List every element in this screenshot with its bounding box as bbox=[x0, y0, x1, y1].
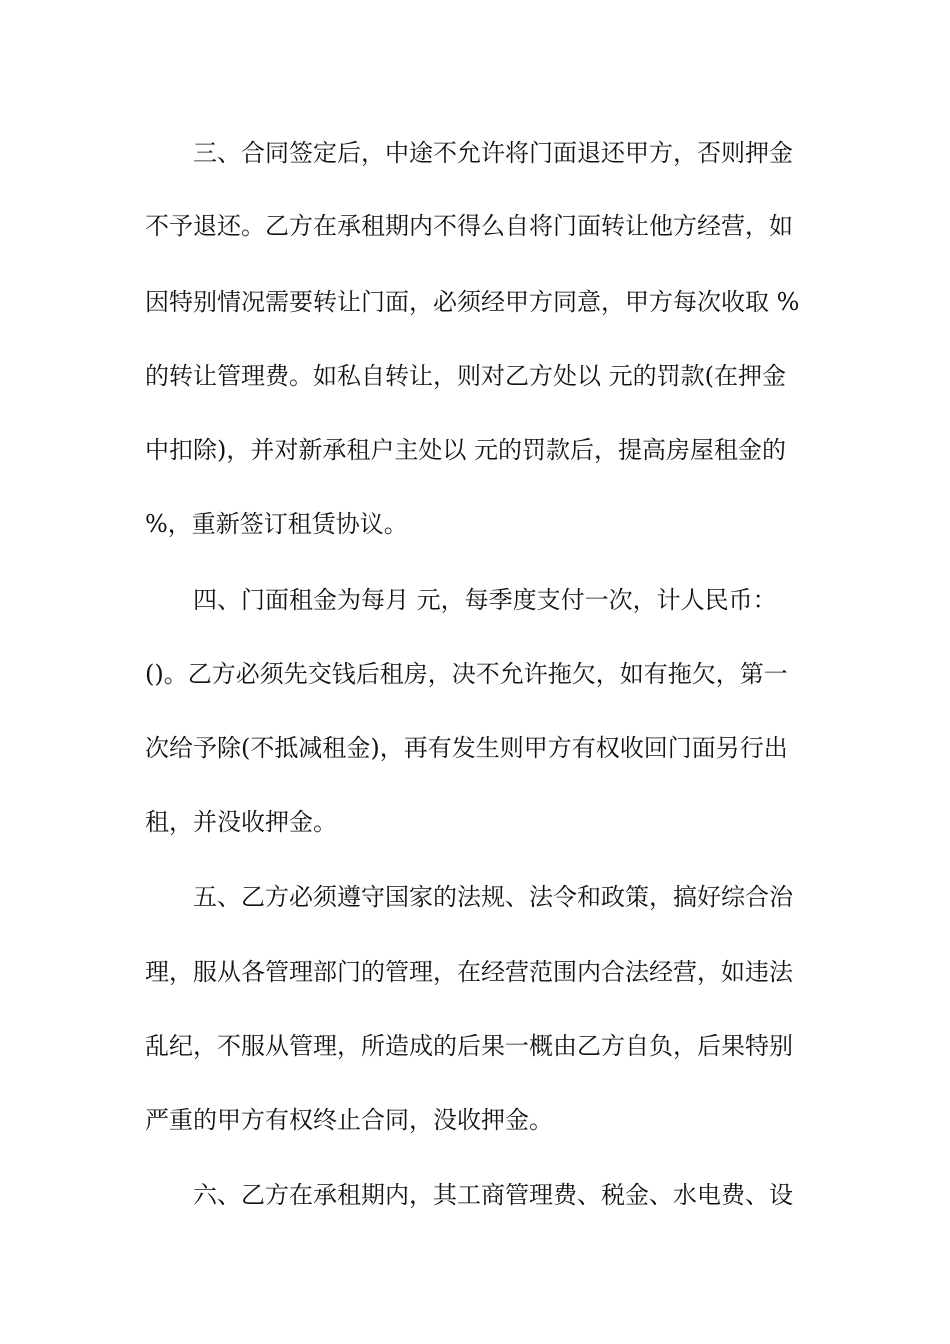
clause-3-line-2: 不予退还。乙方在承租期内不得么自将门面转让他方经营，如 bbox=[145, 212, 793, 240]
clause-3-line-5: 中扣除)，并对新承租户主处以 元的罚款后，提高房屋租金的 bbox=[145, 436, 786, 464]
clause-3-line-4: 的转让管理费。如私自转让，则对乙方处以 元的罚款(在押金 bbox=[145, 362, 786, 390]
clause-5-line-4: 严重的甲方有权终止合同，没收押金。 bbox=[145, 1106, 553, 1134]
clause-5-line-1: 五、乙方必须遵守国家的法规、法令和政策，搞好综合治 bbox=[193, 883, 793, 911]
clause-6-line-1: 六、乙方在承租期内，其工商管理费、税金、水电费、设 bbox=[193, 1181, 793, 1209]
clause-3-line-6: %，重新签订租赁协议。 bbox=[145, 510, 408, 538]
clause-4-line-2: ()。乙方必须先交钱后租房，决不允许拖欠，如有拖欠，第一 bbox=[145, 660, 788, 688]
clause-3-line-1: 三、合同签定后，中途不允许将门面退还甲方，否则押金 bbox=[193, 139, 793, 167]
clause-5-line-3: 乱纪，不服从管理，所造成的后果一概由乙方自负，后果特别 bbox=[145, 1032, 793, 1060]
clause-4-line-4: 租，并没收押金。 bbox=[145, 808, 337, 836]
clause-4-line-1: 四、门面租金为每月 元，每季度支付一次，计人民币： bbox=[193, 586, 777, 614]
clause-5-line-2: 理，服从各管理部门的管理，在经营范围内合法经营，如违法 bbox=[145, 958, 793, 986]
clause-4-line-3: 次给予除(不抵减租金)，再有发生则甲方有权收回门面另行出 bbox=[145, 734, 788, 762]
clause-3-line-3: 因特别情况需要转让门面，必须经甲方同意，甲方每次收取 % bbox=[145, 288, 800, 316]
